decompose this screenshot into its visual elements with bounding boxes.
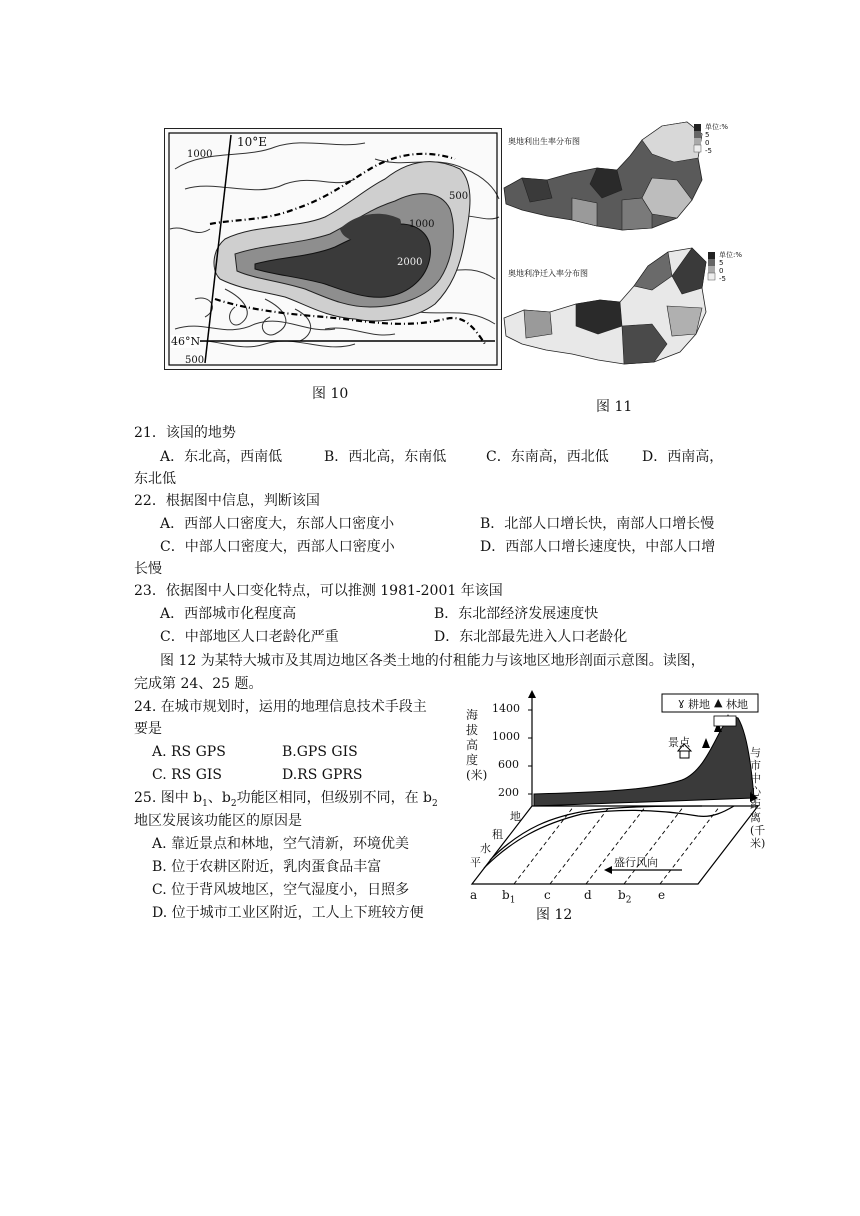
contour-label-2000: 2000 [397,257,423,268]
q21-option-c: C．东南高，西北低 [486,449,609,465]
contour-label-500-south: 500 [185,355,205,366]
figure-10-caption: 图 10 [312,386,349,402]
q22-option-c: C．中部人口密度大，西部人口密度小 [160,539,395,555]
farmland-icon: ɣ [678,696,685,709]
legend-forest: 林地 [726,698,748,711]
x-point: $b_1$ [502,888,516,906]
x-point: a [470,888,478,902]
x-point: $b_2$ [618,888,632,906]
map1-legend-value: 5 [705,131,710,139]
q24-option-c: C. RS GIS [152,767,222,783]
contour-label-1000-east: 1000 [409,219,435,230]
q21-option-a: A．东北高，西南低 [160,449,283,465]
q25-stem-line-1: 25. 图中 $b_1$、$b_2$功能区相同，但级别不同，在 $b_2$ [134,790,438,809]
y-tick-label: 600 [498,758,519,771]
figure-11-maps [502,118,772,380]
parallel-label: 46°N [171,335,201,348]
contour-label-1000-west: 1000 [187,149,213,160]
intro-line-1: 图 12 为某特大城市及其周边地区各类土地的付租能力与该地区地形剖面示意图。读图， [160,653,705,669]
q25-stem-line-2: 地区发展该功能区的原因是 [134,813,302,829]
map2-legend-value: 0 [719,267,724,275]
q25-option-d: D. 位于城市工业区附近，工人上下班较方便 [152,905,424,921]
x-point: d [584,888,592,902]
rent-label-char: 租 [492,828,503,841]
meridian-label: 10°E [237,135,268,149]
figure-12-caption: 图 12 [536,907,573,923]
map2-legend-value: 5 [719,259,724,267]
y-tick-label: 1400 [492,702,520,715]
q22-stem: 22．根据图中信息，判断该国 [134,493,320,509]
q21-option-d: D．西南高， [642,449,724,465]
map1-legend-unit: 单位:% [705,123,729,131]
q25-option-b: B. 位于农耕区附近，乳肉蛋食品丰富 [152,859,382,875]
map2-title: 奥地利净迁入率分布图 [508,269,588,278]
map2-legend-value: -5 [719,275,726,283]
figure-10-map [164,128,502,370]
q23-option-d: D．东北部最先进入人口老龄化 [434,629,628,645]
figure-11-caption: 图 11 [596,399,633,415]
rent-label-char: 水 [480,842,491,855]
q25-option-a: A. 靠近景点和林地，空气清新，环境优美 [152,836,410,852]
x-point: e [658,888,666,902]
y-tick-label: 1000 [492,730,520,743]
contour-label-500-east: 500 [449,191,469,202]
legend-farmland: 耕地 [688,698,710,711]
figure-12-diagram [462,688,766,896]
q22-option-a: A．西部人口密度大，东部人口密度小 [160,516,395,532]
y-tick-label: 200 [498,786,519,799]
q23-option-c: C．中部地区人口老龄化严重 [160,629,339,645]
x-point: c [544,888,551,902]
q23-stem: 23．依据图中人口变化特点，可以推测 1981-2001 年该国 [134,583,503,599]
q25-option-c: C. 位于背风坡地区，空气湿度小，日照多 [152,882,410,898]
q24-option-b: B.GPS GIS [282,744,358,760]
q21-option-b: B．西北高，东南低 [324,449,447,465]
wind-direction-label: 盛行风向 [614,856,658,869]
x-point-labels [462,888,762,906]
q24-stem-line-2: 要是 [134,721,162,737]
net-migration-map [502,246,772,380]
map1-legend-value: 0 [705,139,710,147]
map2-legend-unit: 单位:% [719,251,743,259]
intro-line-2: 完成第 24、25 题。 [134,676,263,692]
q24-option-d: D.RS GPRS [282,767,363,783]
x-axis-label: 与市中心距离(千米) [750,746,766,850]
scenic-spot-label: 景点 [668,736,690,749]
map1-title: 奥地利出生率分布图 [508,137,580,146]
q24-stem-line-1: 24. 在城市规划时，运用的地理信息技术手段主 [134,699,427,715]
q24-option-a: A. RS GPS [152,744,226,760]
y-axis-label: 海拔高度(米) [466,708,488,782]
relief-map [165,129,501,369]
q22-option-b: B．北部人口增长快，南部人口增长慢 [480,516,715,532]
rent-label-char: 平 [470,856,481,869]
q23-option-b: B．东北部经济发展速度快 [434,606,599,622]
q22-option-d: D．西部人口增长速度快，中部人口增 [480,539,716,555]
q22-option-d-wrap: 长慢 [134,561,162,577]
q21-stem: 21．该国的地势 [134,425,236,441]
q21-option-d-wrap: 东北低 [134,471,176,487]
map1-legend-value: -5 [705,147,712,155]
q23-option-a: A．西部城市化程度高 [160,606,297,622]
rent-label-char: 地 [510,810,521,823]
forest-icon: ▲ [714,696,723,709]
